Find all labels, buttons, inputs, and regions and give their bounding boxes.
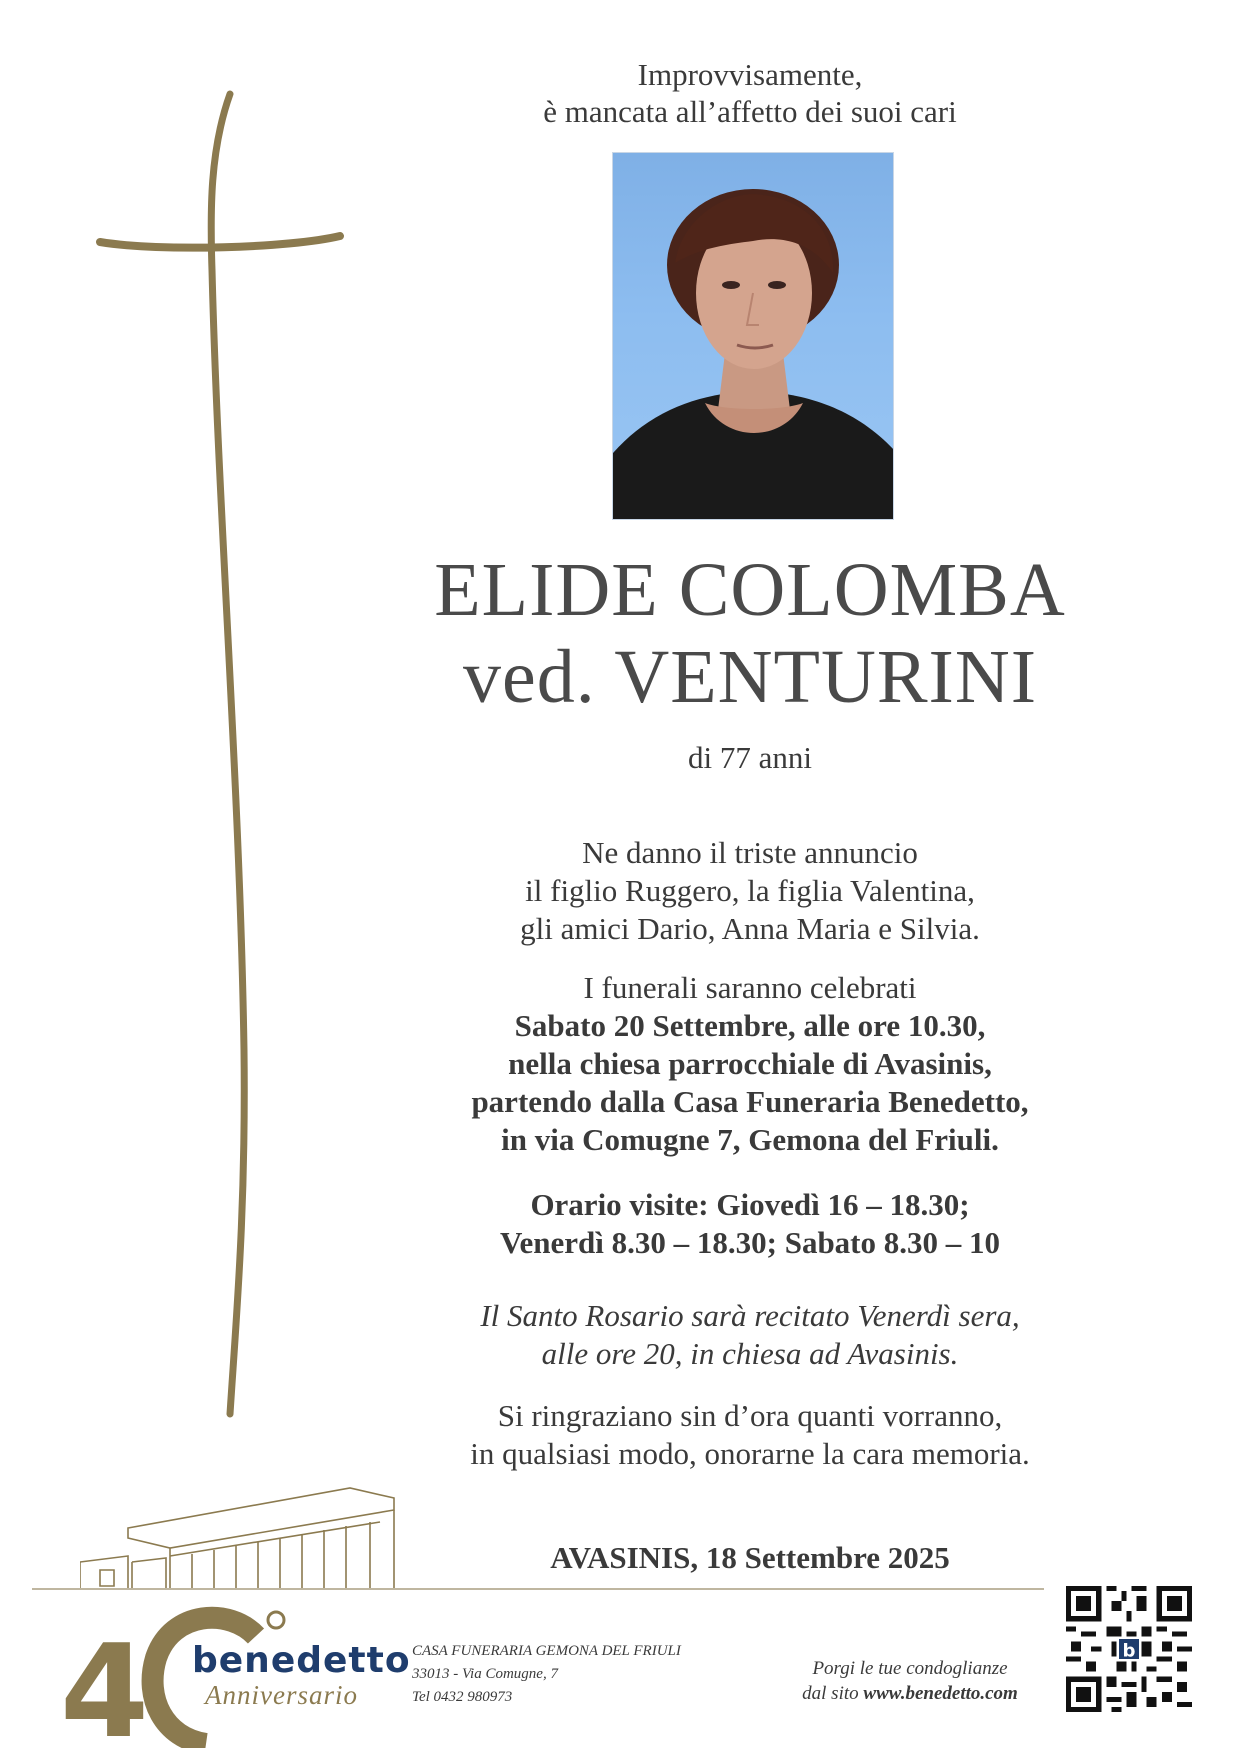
thanks-line: Si ringraziano sin d’ora quanti vorranno,: [497, 1398, 1003, 1433]
cross-icon: [90, 90, 350, 1420]
website-link[interactable]: www.benedetto.com: [863, 1683, 1018, 1704]
announcement-line: Ne danno il triste annuncio: [582, 835, 918, 870]
deceased-married-name: ved. VENTURINI: [462, 635, 1038, 719]
announcement-line: gli amici Dario, Anna Maria e Silvia.: [520, 911, 980, 946]
condolences-line: Porgi le tue condoglianze: [812, 1658, 1008, 1679]
thanks-line: in qualsiasi modo, onorarne la cara memoria.: [470, 1436, 1030, 1471]
funeral-detail-line: in via Comugne 7, Gemona del Friuli.: [501, 1122, 999, 1157]
brand-logo-tagline: Anniversario: [205, 1680, 358, 1710]
svg-text:b: b: [1122, 1640, 1136, 1662]
svg-text:4: 4: [60, 1618, 150, 1748]
condolences-text: [760, 1656, 1060, 1706]
intro-text: [410, 56, 1090, 130]
intro-line: è mancata all’affetto dei suoi cari: [543, 94, 957, 129]
visiting-hours-line: Orario visite: Giovedì 16 – 18.30;: [530, 1187, 970, 1222]
announcement-text: [410, 834, 1090, 948]
funeral-home-address: 33013 - Via Comugne, 7: [412, 1666, 558, 1682]
funeral-home-info: [412, 1640, 742, 1709]
funeral-detail-line: partendo dalla Casa Funeraria Benedetto,: [471, 1084, 1029, 1119]
funeral-home-building-icon: [80, 1476, 400, 1600]
rosary-line: alle ore 20, in chiesa ad Avasinis.: [541, 1336, 959, 1371]
rosary-text: [410, 1297, 1090, 1373]
visiting-hours: [410, 1186, 1090, 1262]
thanks-text: [410, 1397, 1090, 1473]
condolences-prefix: dal sito: [802, 1683, 864, 1704]
funeral-detail-line: Sabato 20 Settembre, alle ore 10.30,: [514, 1008, 986, 1043]
portrait-photo: [612, 152, 894, 520]
qr-code-icon[interactable]: [1066, 1586, 1192, 1712]
place-date: AVASINIS, 18 Settembre 2025: [550, 1540, 950, 1575]
visiting-hours-line: Venerdì 8.30 – 18.30; Sabato 8.30 – 10: [499, 1225, 1001, 1260]
age-text: di 77 anni: [688, 740, 812, 775]
intro-line: Improvvisamente,: [637, 57, 863, 92]
deceased-name: ELIDE COLOMBA: [434, 548, 1066, 632]
funeral-detail-line: nella chiesa parrocchiale di Avasinis,: [508, 1046, 992, 1081]
funeral-home-name: CASA FUNERARIA GEMONA DEL FRIULI: [412, 1643, 681, 1659]
funeral-intro: I funerali saranno celebrati: [583, 970, 917, 1005]
brand-logo-text: benedetto: [192, 1640, 411, 1681]
announcement-line: il figlio Ruggero, la figlia Valentina,: [525, 873, 975, 908]
rosary-line: Il Santo Rosario sarà recitato Venerdì sera,: [480, 1298, 1020, 1333]
footer-divider: [32, 1588, 1044, 1590]
funeral-details: [410, 969, 1090, 1159]
funeral-home-phone: Tel 0432 980973: [412, 1689, 513, 1705]
condolences-line: [760, 1681, 1060, 1706]
